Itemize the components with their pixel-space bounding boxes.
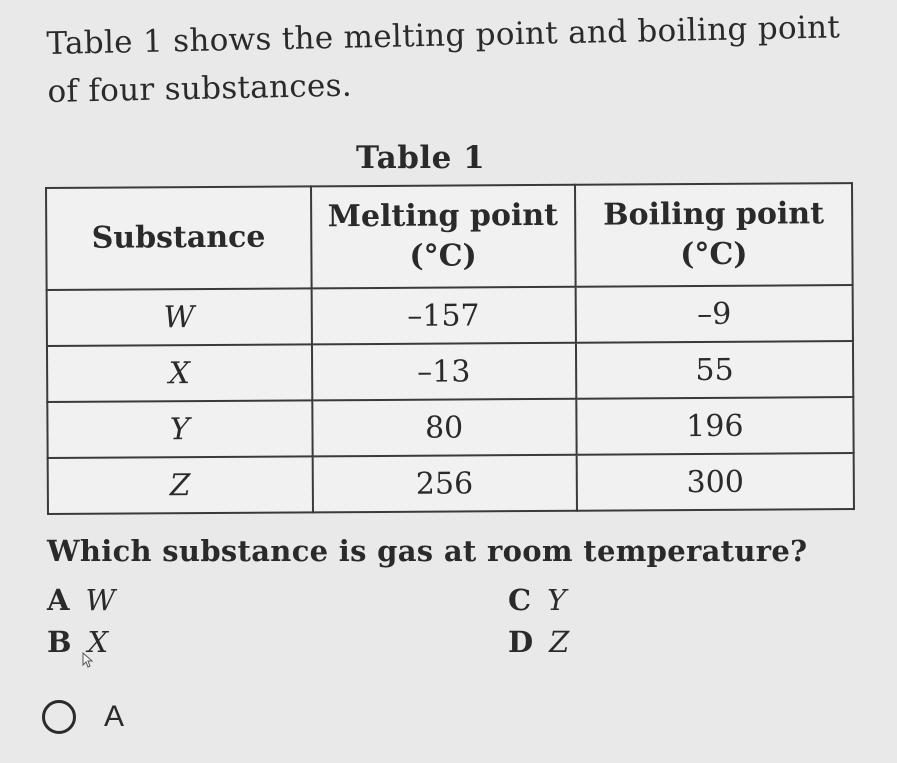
boiling-cell: 55 <box>576 341 854 399</box>
header-substance: Substance <box>46 186 311 290</box>
table-row <box>47 285 853 346</box>
option-b-letter: B <box>47 625 72 659</box>
table-row <box>48 453 854 514</box>
intro-text: Table 1 shows the melting point and boiling point of four substances. <box>46 9 841 110</box>
table-title: Table 1 <box>356 140 486 176</box>
table-row <box>47 341 853 402</box>
boiling-cell: 300 <box>576 453 854 511</box>
header-boiling-point: Boiling point (°C) <box>575 183 853 287</box>
substance-table <box>45 182 855 515</box>
mouse-cursor-icon <box>82 652 96 668</box>
option-a-value: W <box>85 583 116 617</box>
option-d <box>508 625 569 659</box>
substance-cell: W <box>47 288 312 346</box>
option-c <box>508 583 566 617</box>
option-d-value: Z <box>549 625 570 659</box>
table-header-row <box>46 183 853 290</box>
boiling-cell: –9 <box>575 285 853 343</box>
melting-cell: 80 <box>312 399 577 457</box>
substance-cell: X <box>47 344 312 402</box>
boiling-cell: 196 <box>576 397 854 455</box>
option-a <box>47 583 115 617</box>
substance-cell: Y <box>47 400 312 458</box>
substance-cell: Z <box>48 456 313 514</box>
option-c-value: Y <box>547 583 567 617</box>
question-text: Which substance is gas at room temperature? <box>47 534 808 568</box>
answer-choice-a[interactable] <box>42 700 124 734</box>
option-b-value: X <box>87 625 109 659</box>
option-b <box>47 625 108 659</box>
melting-cell: 256 <box>312 455 577 513</box>
melting-cell: –13 <box>311 343 576 401</box>
option-d-letter: D <box>508 625 534 659</box>
option-c-letter: C <box>508 583 532 617</box>
melting-cell: –157 <box>311 287 576 345</box>
answer-choice-label[interactable]: A <box>104 700 125 733</box>
radio-button[interactable] <box>42 700 76 734</box>
header-melting-point: Melting point (°C) <box>311 185 576 289</box>
table-row <box>47 397 853 458</box>
option-a-letter: A <box>47 583 70 617</box>
